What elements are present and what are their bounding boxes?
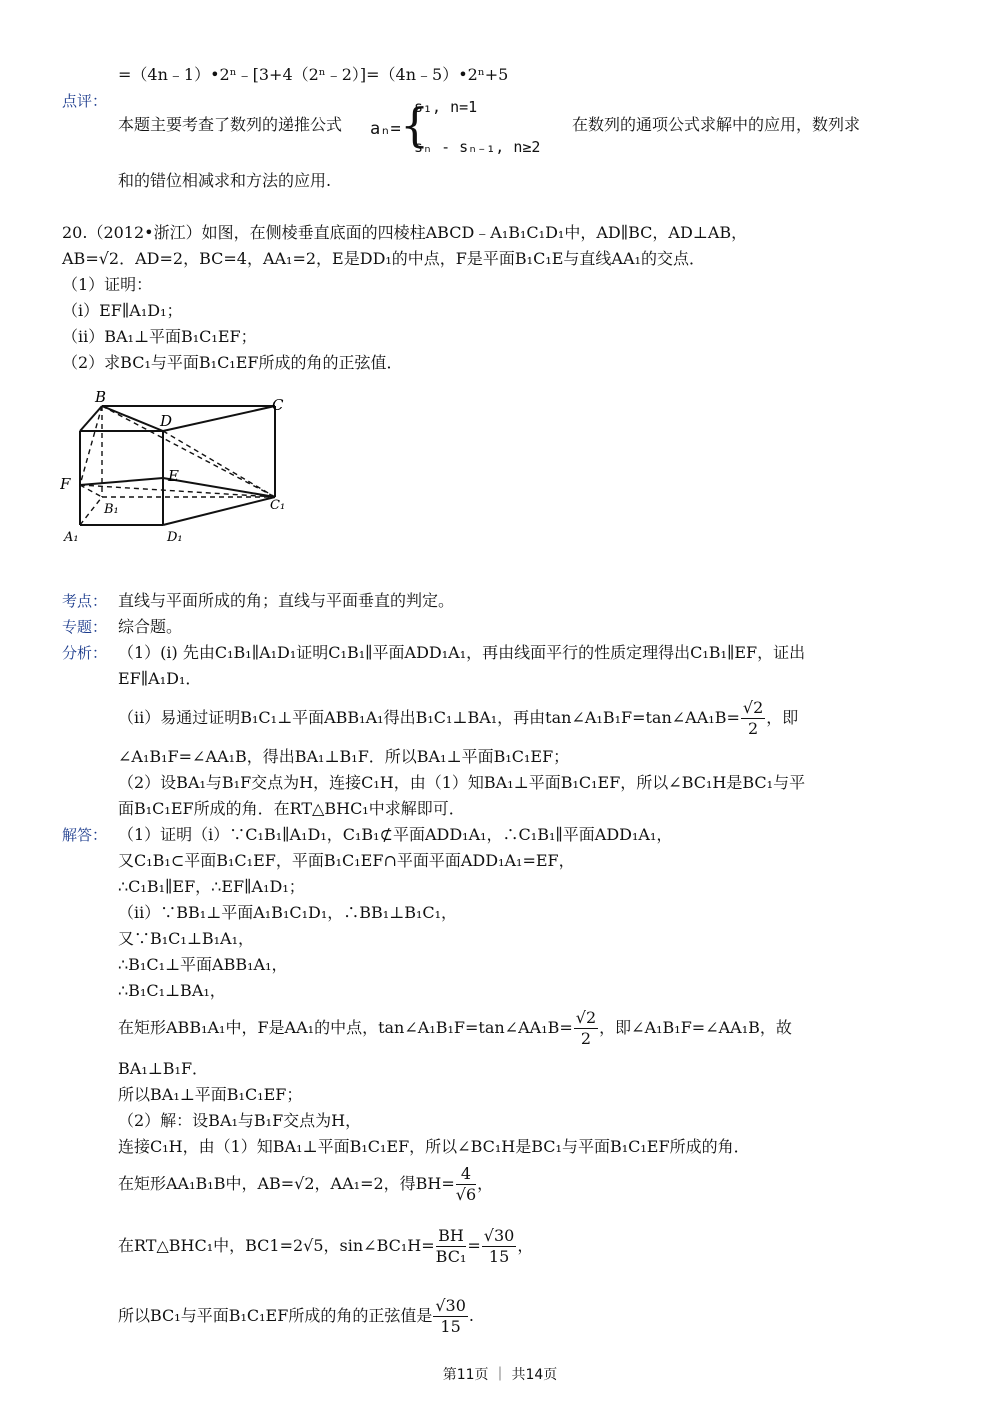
fraction-numerator: √2 bbox=[575, 1008, 597, 1027]
fraction-denominator: BC₁ bbox=[435, 1247, 467, 1266]
fraction-sqrt30-over-15 bbox=[482, 1226, 517, 1267]
kaodian-text: 直线与平面所成的角；直线与平面垂直的判定。 bbox=[118, 591, 455, 610]
jieda-line-5: 又∵B₁C₁⊥B₁A₁， bbox=[118, 929, 255, 948]
jieda-line-1: （1）证明（i）∵C₁B₁∥A₁D₁，C₁B₁⊄平面ADD₁A₁，∴C₁B₁∥平面ADD₁A₁， bbox=[118, 825, 673, 844]
fraction-denominator: √6 bbox=[455, 1185, 477, 1204]
fraction-numerator: 4 bbox=[456, 1164, 476, 1185]
problem-line-6: （2）求BC₁与平面B₁C₁EF所成的角的正弦值． bbox=[62, 353, 403, 372]
problem-line-4: （i）EF∥A₁D₁； bbox=[62, 301, 183, 320]
fraction-sqrt2-over-2 bbox=[741, 698, 765, 739]
label-E: E bbox=[168, 467, 179, 485]
jieda-line-9: BA₁⊥B₁F． bbox=[118, 1059, 209, 1078]
fenxi-line-3a: （ii）易通过证明B₁C₁⊥平面ABB₁A₁得出B₁C₁⊥BA₁，再由tan∠A₁B₁F=tan∠AA₁B= bbox=[118, 708, 740, 727]
label-C1: C₁ bbox=[270, 498, 286, 513]
problem-line-3: （1）证明： bbox=[62, 275, 153, 294]
jieda-line-6: ∴B₁C₁⊥平面ABB₁A₁， bbox=[118, 955, 288, 974]
jieda-line-12: 连接C₁H，由（1）知BA₁⊥平面B₁C₁EF，所以∠BC₁H是BC₁与平面B₁C₁EF所成的角． bbox=[118, 1137, 750, 1156]
jieda-line-2: 又C₁B₁⊂平面B₁C₁EF，平面B₁C₁EF∩平面平面ADD₁A₁=EF， bbox=[118, 851, 575, 870]
fraction-denominator: 15 bbox=[488, 1247, 510, 1266]
jieda-line-7: ∴B₁C₁⊥BA₁， bbox=[118, 981, 226, 1000]
jieda-line-14a: 在RT△BHC₁中，BC1=2√5，sin∠BC₁H= bbox=[118, 1236, 435, 1255]
jieda-line-14b: ， bbox=[517, 1236, 534, 1255]
jieda-line-3: ∴C₁B₁∥EF，∴EF∥A₁D₁； bbox=[118, 877, 305, 896]
label-C: C bbox=[272, 396, 284, 414]
review-text-1: 本题主要考查了数列的递推公式 bbox=[118, 115, 343, 134]
jieda-line-13b: ， bbox=[477, 1174, 494, 1193]
jieda-line-8b: ，即∠A₁B₁F=∠AA₁B，故 bbox=[599, 1018, 792, 1037]
case-brace: { bbox=[400, 98, 430, 152]
jieda-line-4: （ii）∵BB₁⊥平面A₁B₁C₁D₁，∴BB₁⊥B₁C₁， bbox=[118, 903, 458, 922]
review-case-2: sₙ - sₙ₋₁, n≥2 bbox=[414, 138, 541, 156]
jieda-line-8a: 在矩形ABB₁A₁中，F是AA₁的中点，tan∠A₁B₁F=tan∠AA₁B= bbox=[118, 1018, 573, 1037]
fenxi-line-1: （1）(i) 先由C₁B₁∥A₁D₁证明C₁B₁∥平面ADD₁A₁，再由线面平行的性质定理得出C₁B₁∥EF，证出 bbox=[118, 643, 806, 662]
problem-line-5: （ii）BA₁⊥平面B₁C₁EF； bbox=[62, 327, 257, 346]
review-case-1: s₁, n=1 bbox=[414, 98, 478, 116]
fraction-sqrt30-over-15 bbox=[433, 1296, 468, 1337]
fraction-denominator: 15 bbox=[440, 1317, 461, 1336]
jieda-line-8 bbox=[118, 1006, 792, 1050]
fraction-numerator: √30 bbox=[435, 1296, 466, 1315]
problem-line-2: AB=√2．AD=2，BC=4，AA₁=2，E是DD₁的中点，F是平面B₁C₁E与直线AA₁的交点． bbox=[62, 249, 705, 268]
fraction-numerator: √2 bbox=[742, 698, 764, 717]
problem-line-1: 20.（2012•浙江）如图，在侧棱垂直底面的四棱柱ABCD﹣A₁B₁C₁D₁中，AD∥BC，AD⊥AB， bbox=[62, 223, 748, 242]
review-formula-lhs: aₙ= bbox=[370, 119, 401, 139]
label-B1: B₁ bbox=[104, 502, 119, 517]
jieda-line-13a: 在矩形AA₁B₁B中，AB=√2，AA₁=2，得BH= bbox=[118, 1174, 455, 1193]
page-footer: 第11页 ｜ 共14页 bbox=[442, 1367, 558, 1383]
kaodian-label: 考点： bbox=[62, 592, 108, 610]
jieda-line-14 bbox=[118, 1224, 533, 1268]
review-text-2: 在数列的通项公式求解中的应用，数列求 bbox=[572, 115, 861, 134]
fraction-bh-over-bc1 bbox=[436, 1226, 467, 1267]
fraction-denominator: 2 bbox=[747, 719, 759, 738]
fraction-4-over-sqrt6 bbox=[456, 1164, 476, 1205]
fraction-numerator: BH bbox=[436, 1226, 467, 1247]
fenxi-line-6: 面B₁C₁EF所成的角．在RT△BHC₁中求解即可． bbox=[118, 799, 465, 818]
label-D1: D₁ bbox=[167, 530, 183, 545]
top-equation: =（4n﹣1）•2ⁿ﹣[3+4（2ⁿ﹣2）]=（4n﹣5）•2ⁿ+5 bbox=[118, 65, 509, 84]
fenxi-line-2: EF∥A₁D₁． bbox=[118, 669, 202, 688]
label-A1: A₁ bbox=[64, 530, 79, 545]
review-text-3: 和的错位相减求和方法的应用. bbox=[118, 171, 332, 190]
zhuanti-text: 综合题。 bbox=[118, 617, 183, 636]
jieda-line-15a: 所以BC₁与平面B₁C₁EF所成的角的正弦值是 bbox=[118, 1306, 433, 1325]
jieda-line-11: （2）解：设BA₁与B₁F交点为H， bbox=[118, 1111, 362, 1130]
jieda-line-13 bbox=[118, 1162, 493, 1206]
fraction-numerator: √30 bbox=[483, 1226, 515, 1245]
jieda-line-15b: . bbox=[468, 1306, 474, 1325]
jieda-line-15 bbox=[118, 1294, 474, 1338]
review-label: 点评： bbox=[62, 92, 108, 110]
jieda-label: 解答： bbox=[62, 826, 108, 844]
equals-sign: = bbox=[467, 1236, 481, 1255]
jieda-line-10: 所以BA₁⊥平面B₁C₁EF； bbox=[118, 1085, 303, 1104]
prism-figure bbox=[60, 385, 300, 550]
fenxi-line-5: （2）设BA₁与B₁F交点为H，连接C₁H，由（1）知BA₁⊥平面B₁C₁EF，所以∠BC₁H是BC₁与平 bbox=[118, 773, 806, 792]
fraction-denominator: 2 bbox=[580, 1029, 592, 1048]
label-B: B bbox=[95, 388, 107, 406]
fenxi-line-3b: ，即 bbox=[766, 708, 799, 727]
fenxi-label: 分析： bbox=[62, 644, 108, 662]
fenxi-line-3 bbox=[118, 696, 798, 740]
zhuanti-label: 专题： bbox=[62, 618, 108, 636]
label-F: F bbox=[60, 475, 71, 493]
fraction-sqrt2-over-2 bbox=[574, 1008, 598, 1049]
label-D: D bbox=[160, 412, 173, 430]
fenxi-line-4: ∠A₁B₁F=∠AA₁B，得出BA₁⊥B₁F．所以BA₁⊥平面B₁C₁EF； bbox=[118, 747, 570, 766]
